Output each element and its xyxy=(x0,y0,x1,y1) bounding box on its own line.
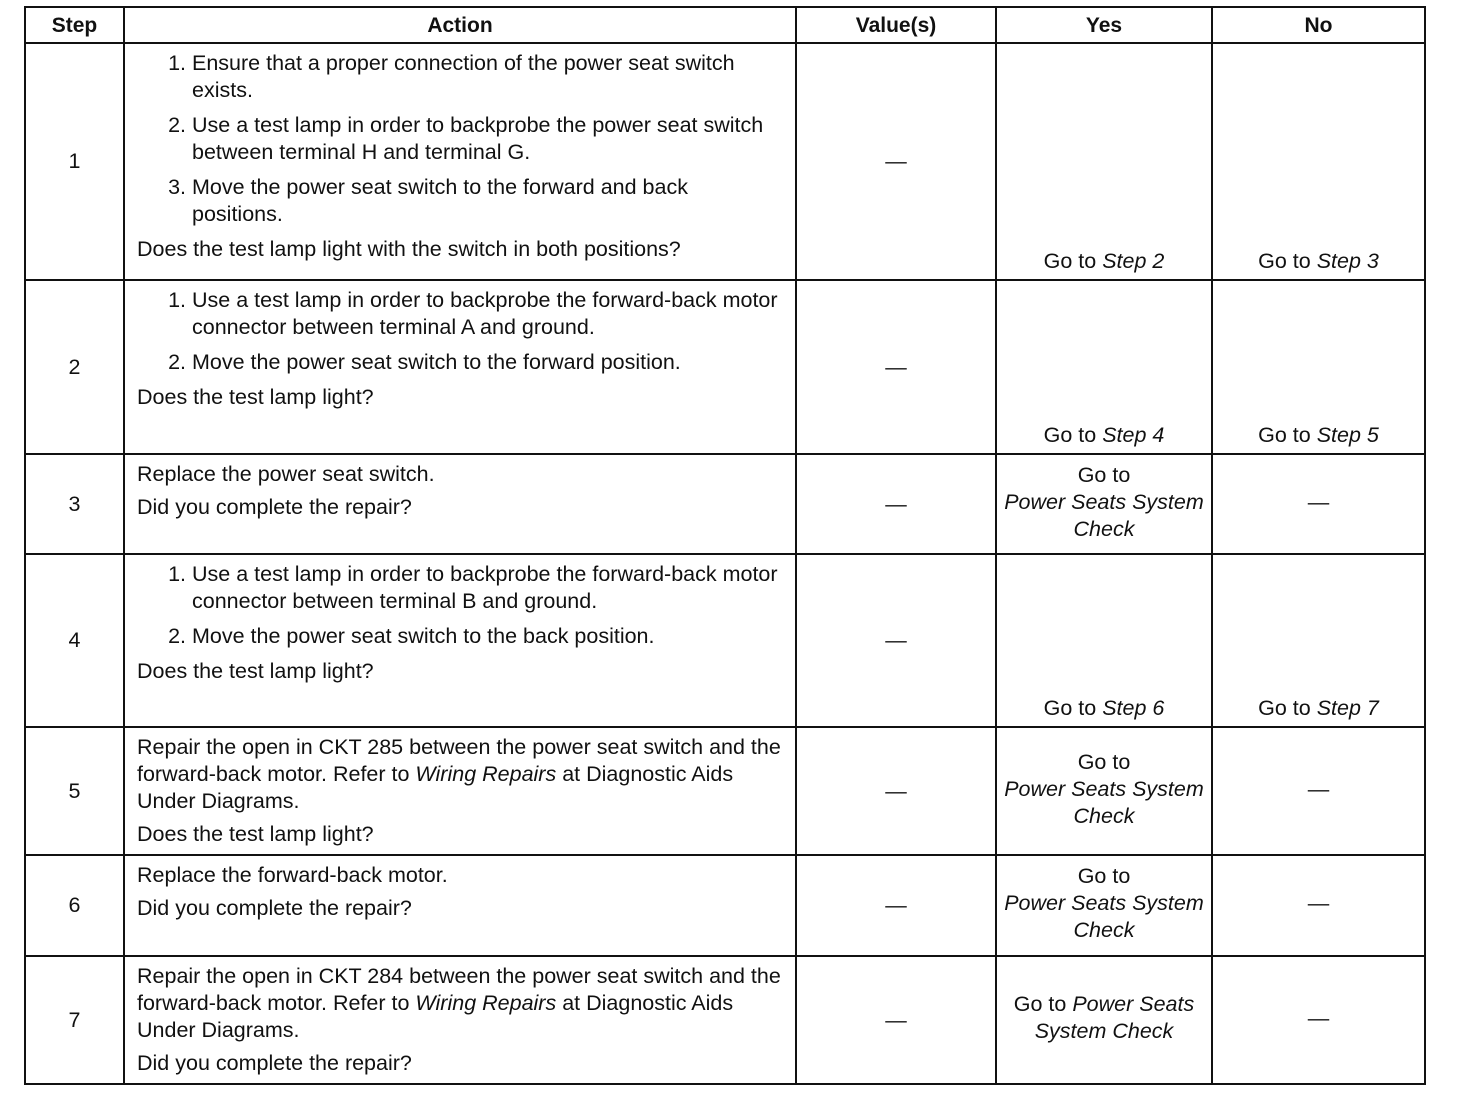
step-number: 3 xyxy=(25,454,124,554)
action-steps xyxy=(137,287,783,376)
yes-prefix: Go to xyxy=(1043,696,1103,720)
yes-prefix: Go to xyxy=(1043,249,1103,273)
no-cell xyxy=(1212,554,1425,727)
header-yes: Yes xyxy=(996,7,1212,43)
table-row xyxy=(25,956,1425,1084)
no-link[interactable]: Step 3 xyxy=(1316,249,1379,273)
no-cell: — xyxy=(1212,956,1425,1084)
yes-link[interactable]: Step 4 xyxy=(1102,423,1165,447)
no-prefix: Go to xyxy=(1258,249,1317,273)
value-cell: — xyxy=(796,454,996,554)
action-step: 1. Use a test lamp in order to backprobe the forward-back motor connector between terminal B and ground. xyxy=(192,561,783,615)
header-no: No xyxy=(1212,7,1425,43)
action-question: Does the test lamp light? xyxy=(137,659,374,683)
step-number: 4 xyxy=(25,554,124,727)
action-text-after: at Diagnostic Aids Under Diagrams. xyxy=(137,991,734,1042)
action-cell xyxy=(124,956,796,1084)
header-row xyxy=(25,7,1425,43)
action-text xyxy=(137,963,783,1044)
table-row xyxy=(25,554,1425,727)
header-action: Action xyxy=(124,7,796,43)
action-question: Does the test lamp light with the switch in both positions? xyxy=(137,237,681,261)
action-question: Did you complete the repair? xyxy=(137,1051,412,1075)
action-step: 1. Ensure that a proper connection of the power seat switch exists. xyxy=(192,50,783,104)
yes-cell xyxy=(996,43,1212,280)
action-cell xyxy=(124,454,796,554)
value-cell: — xyxy=(796,554,996,727)
no-link[interactable]: Step 7 xyxy=(1316,696,1379,720)
action-question: Did you complete the repair? xyxy=(137,896,412,920)
yes-prefix: Go to xyxy=(1043,423,1103,447)
action-text-before: Repair the open in CKT 285 between the power seat switch and the forward-back motor. Refer to xyxy=(137,735,781,786)
value-cell: — xyxy=(796,43,996,280)
no-cell xyxy=(1212,43,1425,280)
action-question: Does the test lamp light? xyxy=(137,385,374,409)
yes-cell xyxy=(996,956,1212,1084)
step-number: 1 xyxy=(25,43,124,280)
no-cell: — xyxy=(1212,454,1425,554)
no-prefix: Go to xyxy=(1258,696,1317,720)
action-text: Replace the forward-back motor. xyxy=(137,863,448,887)
action-question: Does the test lamp light? xyxy=(137,822,374,846)
yes-link[interactable]: Power Seats System Check xyxy=(1004,891,1204,942)
yes-cell xyxy=(996,855,1212,956)
table-row xyxy=(25,280,1425,454)
step-number: 6 xyxy=(25,855,124,956)
no-prefix: Go to xyxy=(1258,423,1317,447)
no-link[interactable]: Step 5 xyxy=(1316,423,1379,447)
yes-link[interactable]: Step 2 xyxy=(1102,249,1165,273)
action-step: 2. Move the power seat switch to the forward position. xyxy=(192,349,783,376)
action-cell xyxy=(124,554,796,727)
table-row xyxy=(25,43,1425,280)
action-step: 2. Move the power seat switch to the back position. xyxy=(192,623,783,650)
table-row xyxy=(25,454,1425,554)
action-text: Replace the power seat switch. xyxy=(137,462,435,486)
action-cell xyxy=(124,855,796,956)
step-number: 5 xyxy=(25,727,124,855)
yes-cell xyxy=(996,280,1212,454)
no-cell: — xyxy=(1212,855,1425,956)
yes-prefix: Go to xyxy=(1077,462,1131,487)
wiring-repairs-link[interactable]: Wiring Repairs xyxy=(415,991,557,1015)
action-cell xyxy=(124,43,796,280)
value-cell: — xyxy=(796,956,996,1084)
yes-prefix: Go to xyxy=(1077,749,1131,774)
yes-link[interactable]: Power Seats System Check xyxy=(1004,776,1204,828)
yes-cell xyxy=(996,454,1212,554)
table-row xyxy=(25,855,1425,956)
no-cell xyxy=(1212,280,1425,454)
no-cell: — xyxy=(1212,727,1425,855)
action-text-after: at Diagnostic Aids Under Diagrams. xyxy=(137,762,734,813)
action-steps xyxy=(137,50,783,228)
table-row xyxy=(25,727,1425,855)
yes-cell xyxy=(996,554,1212,727)
yes-link[interactable]: Step 6 xyxy=(1102,696,1165,720)
action-cell xyxy=(124,280,796,454)
value-cell: — xyxy=(796,280,996,454)
wiring-repairs-link[interactable]: Wiring Repairs xyxy=(415,762,557,786)
yes-prefix: Go to xyxy=(1077,864,1131,888)
value-cell: — xyxy=(796,727,996,855)
action-text xyxy=(137,734,783,815)
header-step: Step xyxy=(25,7,124,43)
yes-cell xyxy=(996,727,1212,855)
yes-prefix: Go to xyxy=(1013,992,1073,1016)
action-step: 1. Use a test lamp in order to backprobe the forward-back motor connector between terminal A and ground. xyxy=(192,287,783,341)
diagnostic-table xyxy=(24,6,1426,1085)
action-text-before: Repair the open in CKT 284 between the power seat switch and the forward-back motor. Refer to xyxy=(137,964,781,1015)
action-cell xyxy=(124,727,796,855)
step-number: 7 xyxy=(25,956,124,1084)
header-values: Value(s) xyxy=(796,7,996,43)
action-step: 3. Move the power seat switch to the forward and back positions. xyxy=(192,174,783,228)
value-cell: — xyxy=(796,855,996,956)
action-step: 2. Use a test lamp in order to backprobe the power seat switch between terminal H and terminal G. xyxy=(192,112,783,166)
action-steps xyxy=(137,561,783,650)
yes-link[interactable]: Power Seats System Check xyxy=(1004,489,1204,541)
yes-link[interactable]: Power Seats System Check xyxy=(1034,992,1195,1043)
step-number: 2 xyxy=(25,280,124,454)
action-question: Did you complete the repair? xyxy=(137,495,412,519)
